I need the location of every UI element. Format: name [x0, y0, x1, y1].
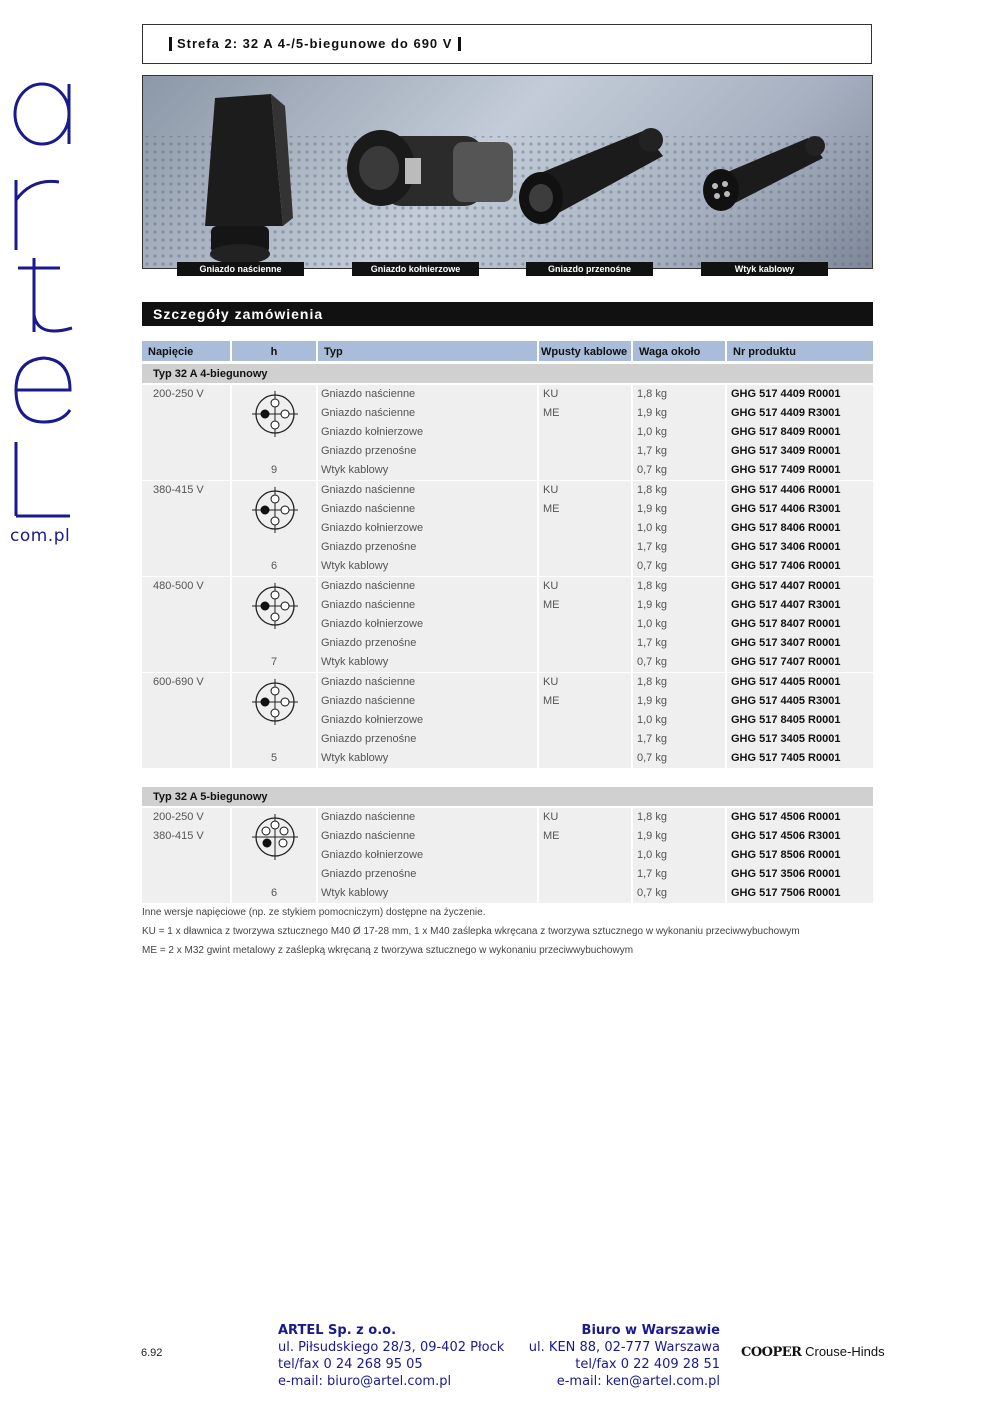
- type-cell: Gniazdo przenośne: [321, 541, 417, 553]
- type-cell: Gniazdo naścienne: [321, 599, 416, 611]
- product-number-cell: GHG 517 3506 R0001: [731, 868, 841, 880]
- product-number-cell: GHG 517 4506 R0001: [731, 811, 841, 823]
- type-cell: Wtyk kablowy: [321, 464, 389, 476]
- product-number-cell: GHG 517 4506 R3001: [731, 830, 841, 842]
- product-photo: [142, 75, 873, 269]
- weight-cell: 0,7 kg: [637, 464, 667, 476]
- voltage-block: [142, 577, 873, 672]
- column-header-h: h: [232, 341, 316, 361]
- page-number: 6.92: [141, 1347, 163, 1359]
- weight-cell: 1,8 kg: [637, 811, 667, 823]
- product-number-cell: GHG 517 7406 R0001: [731, 560, 841, 572]
- column-header-product-number: Nr produktu: [727, 341, 873, 361]
- product-number-cell: GHG 517 7405 R0001: [731, 752, 841, 764]
- caption-flange-socket: Gniazdo kołnierzowe: [352, 262, 479, 276]
- company-email[interactable]: e-mail: biuro@artel.com.pl: [278, 1374, 452, 1389]
- weight-cell: 1,7 kg: [637, 733, 667, 745]
- brand-logo: [741, 1344, 885, 1360]
- weight-cell: 1,0 kg: [637, 426, 667, 438]
- type-cell: Gniazdo kołnierzowe: [321, 522, 424, 534]
- type-cell: Gniazdo naścienne: [321, 580, 416, 592]
- type-cell: Wtyk kablowy: [321, 560, 389, 572]
- cable-entry-cell: ME: [543, 695, 560, 707]
- pin-diagram: [250, 485, 300, 535]
- weight-cell: 1,8 kg: [637, 388, 667, 400]
- note-line: ME = 2 x M32 gwint metalowy z zaślepką wkręcaną z tworzywa sztucznego w wykonaniu przeciwwybuchowym: [142, 945, 634, 956]
- pin-layout-icon: [250, 485, 300, 535]
- type-cell: Gniazdo przenośne: [321, 445, 417, 457]
- column-separator: [725, 385, 727, 480]
- product-number-cell: GHG 517 3406 R0001: [731, 541, 841, 553]
- page-title: Strefa 2: 32 A 4-/5-biegunowe do 690 V: [177, 36, 453, 51]
- weight-cell: 1,0 kg: [637, 522, 667, 534]
- type-cell: Gniazdo naścienne: [321, 695, 416, 707]
- product-number-cell: GHG 517 4409 R3001: [731, 407, 841, 419]
- column-separator: [725, 577, 727, 672]
- product-number-cell: GHG 517 3409 R0001: [731, 445, 841, 457]
- type-cell: Wtyk kablowy: [321, 752, 389, 764]
- table-header: [142, 341, 873, 361]
- voltage-block: [142, 481, 873, 576]
- weight-cell: 1,0 kg: [637, 618, 667, 630]
- weight-cell: 1,7 kg: [637, 445, 667, 457]
- caption-wall-socket: Gniazdo naścienne: [177, 262, 304, 276]
- cable-entry-cell: ME: [543, 599, 560, 611]
- weight-cell: 0,7 kg: [637, 887, 667, 899]
- column-separator: [725, 808, 727, 903]
- logo-domain: com.pl: [10, 526, 71, 546]
- weight-cell: 0,7 kg: [637, 560, 667, 572]
- h-value-cell: 7: [270, 656, 278, 668]
- pin-layout-icon: [250, 812, 300, 862]
- product-number-cell: GHG 517 4405 R3001: [731, 695, 841, 707]
- note-line: Inne wersje napięciowe (np. ze stykiem pomocniczym) dostępne na życzenie.: [142, 907, 486, 918]
- product-number-cell: GHG 517 4406 R0001: [731, 484, 841, 496]
- type-cell: Gniazdo kołnierzowe: [321, 618, 424, 630]
- company-address: [278, 1322, 504, 1390]
- weight-cell: 0,7 kg: [637, 752, 667, 764]
- type-cell: Gniazdo naścienne: [321, 676, 416, 688]
- type-cell: Gniazdo naścienne: [321, 484, 416, 496]
- product-number-cell: GHG 517 7407 R0001: [731, 656, 841, 668]
- type-cell: Gniazdo naścienne: [321, 388, 416, 400]
- voltage-cell: 380-415 V: [153, 484, 204, 496]
- voltage-block: [142, 808, 873, 903]
- office-email[interactable]: e-mail: ken@artel.com.pl: [556, 1374, 720, 1389]
- weight-cell: 1,7 kg: [637, 637, 667, 649]
- product-number-cell: GHG 517 8506 R0001: [731, 849, 841, 861]
- footer: [0, 1320, 992, 1390]
- product-number-cell: GHG 517 8405 R0001: [731, 714, 841, 726]
- company-phone: tel/fax 0 24 268 95 05: [278, 1357, 423, 1372]
- column-separator: [537, 808, 539, 903]
- products-illustration: [143, 76, 873, 269]
- product-number-cell: GHG 517 4409 R0001: [731, 388, 841, 400]
- product-number-cell: GHG 517 4406 R3001: [731, 503, 841, 515]
- cable-entry-cell: KU: [543, 811, 559, 823]
- weight-cell: 1,8 kg: [637, 580, 667, 592]
- h-value-cell: 6: [270, 560, 278, 572]
- type-cell: Gniazdo naścienne: [321, 407, 416, 419]
- brand-name-cooper: COOPER: [741, 1345, 802, 1360]
- weight-cell: 1,9 kg: [637, 695, 667, 707]
- type-cell: Wtyk kablowy: [321, 656, 389, 668]
- type-cell: Wtyk kablowy: [321, 887, 389, 899]
- weight-cell: 1,9 kg: [637, 599, 667, 611]
- weight-cell: 1,0 kg: [637, 849, 667, 861]
- column-separator: [316, 808, 318, 903]
- type-cell: Gniazdo naścienne: [321, 503, 416, 515]
- weight-cell: 0,7 kg: [637, 656, 667, 668]
- product-number-cell: GHG 517 7506 R0001: [731, 887, 841, 899]
- column-separator: [537, 385, 539, 480]
- column-separator: [316, 481, 318, 576]
- pin-layout-icon: [250, 677, 300, 727]
- column-separator: [316, 385, 318, 480]
- voltage-block: [142, 673, 873, 768]
- caption-cable-plug: Wtyk kablowy: [701, 262, 828, 276]
- h-value-cell: 5: [270, 752, 278, 764]
- column-separator: [537, 673, 539, 768]
- pin-diagram: [250, 677, 300, 727]
- section-title: Szczegóły zamówienia: [142, 302, 873, 326]
- product-number-cell: GHG 517 4407 R0001: [731, 580, 841, 592]
- type-cell: Gniazdo kołnierzowe: [321, 426, 424, 438]
- column-separator: [631, 385, 633, 480]
- product-number-cell: GHG 517 8407 R0001: [731, 618, 841, 630]
- product-number-cell: GHG 517 3405 R0001: [731, 733, 841, 745]
- page-header: [142, 24, 872, 64]
- h-value-cell: 6: [270, 887, 278, 899]
- photo-captions: [142, 262, 873, 276]
- office-street: ul. KEN 88, 02-777 Warszawa: [528, 1340, 720, 1355]
- column-separator: [316, 577, 318, 672]
- cable-entry-cell: KU: [543, 580, 559, 592]
- cable-entry-cell: KU: [543, 484, 559, 496]
- voltage-cell: 380-415 V: [153, 830, 204, 842]
- cable-entry-cell: ME: [543, 830, 560, 842]
- column-separator: [537, 577, 539, 672]
- voltage-cell: 200-250 V: [153, 388, 204, 400]
- type-cell: Gniazdo kołnierzowe: [321, 849, 424, 861]
- column-separator: [631, 808, 633, 903]
- voltage-cell: 600-690 V: [153, 676, 204, 688]
- voltage-block: [142, 385, 873, 480]
- office-address: [520, 1322, 720, 1390]
- side-logo: [4, 70, 76, 550]
- product-number-cell: GHG 517 3407 R0001: [731, 637, 841, 649]
- weight-cell: 1,7 kg: [637, 868, 667, 880]
- company-name: ARTEL Sp. z o.o.: [278, 1323, 397, 1338]
- weight-cell: 1,9 kg: [637, 830, 667, 842]
- product-number-cell: GHG 517 4407 R3001: [731, 599, 841, 611]
- pin-diagram: [250, 581, 300, 631]
- pin-diagram: [250, 812, 300, 862]
- weight-cell: 1,9 kg: [637, 407, 667, 419]
- brand-name-crouse-hinds: Crouse-Hinds: [805, 1344, 885, 1359]
- column-separator: [631, 673, 633, 768]
- type-cell: Gniazdo naścienne: [321, 830, 416, 842]
- artel-logo-letters: [4, 70, 76, 520]
- weight-cell: 1,8 kg: [637, 676, 667, 688]
- type-cell: Gniazdo kołnierzowe: [321, 714, 424, 726]
- column-header-weight: Waga około: [633, 341, 725, 361]
- column-separator: [631, 481, 633, 576]
- type-cell: Gniazdo przenośne: [321, 637, 417, 649]
- group-title: Typ 32 A 4-biegunowy: [142, 364, 873, 383]
- type-cell: Gniazdo przenośne: [321, 733, 417, 745]
- product-number-cell: GHG 517 8409 R0001: [731, 426, 841, 438]
- note-line: KU = 1 x dławnica z tworzywa sztucznego M40 Ø 17-28 mm, 1 x M40 zaślepka wkręcana z tworzywa sztucznego w wykonaniu przeciwwybuchowym: [142, 926, 800, 937]
- cable-entry-cell: ME: [543, 407, 560, 419]
- weight-cell: 1,0 kg: [637, 714, 667, 726]
- column-separator: [316, 673, 318, 768]
- weight-cell: 1,8 kg: [637, 484, 667, 496]
- column-separator: [725, 481, 727, 576]
- product-number-cell: GHG 517 7409 R0001: [731, 464, 841, 476]
- column-separator: [631, 577, 633, 672]
- cable-entry-cell: KU: [543, 388, 559, 400]
- type-cell: Gniazdo naścienne: [321, 811, 416, 823]
- column-header-type: Typ: [318, 341, 537, 361]
- column-separator: [537, 481, 539, 576]
- notes: [142, 903, 800, 960]
- column-header-voltage: Napięcie: [142, 341, 230, 361]
- weight-cell: 1,7 kg: [637, 541, 667, 553]
- company-street: ul. Piłsudskiego 28/3, 09-402 Płock: [278, 1340, 505, 1355]
- office-phone: tel/fax 0 22 409 28 51: [575, 1357, 720, 1372]
- product-number-cell: GHG 517 4405 R0001: [731, 676, 841, 688]
- column-header-cable-entries: Wpusty kablowe: [539, 341, 631, 361]
- pin-layout-icon: [250, 389, 300, 439]
- cable-entry-cell: ME: [543, 503, 560, 515]
- pin-layout-icon: [250, 581, 300, 631]
- weight-cell: 1,9 kg: [637, 503, 667, 515]
- pin-diagram: [250, 389, 300, 439]
- caption-portable-socket: Gniazdo przenośne: [526, 262, 653, 276]
- office-name: Biuro w Warszawie: [581, 1323, 720, 1338]
- h-value-cell: 9: [270, 464, 278, 476]
- column-separator: [725, 673, 727, 768]
- product-number-cell: GHG 517 8406 R0001: [731, 522, 841, 534]
- voltage-cell: 200-250 V: [153, 811, 204, 823]
- type-cell: Gniazdo przenośne: [321, 868, 417, 880]
- cable-entry-cell: KU: [543, 676, 559, 688]
- group-title: Typ 32 A 5-biegunowy: [142, 787, 873, 806]
- voltage-cell: 480-500 V: [153, 580, 204, 592]
